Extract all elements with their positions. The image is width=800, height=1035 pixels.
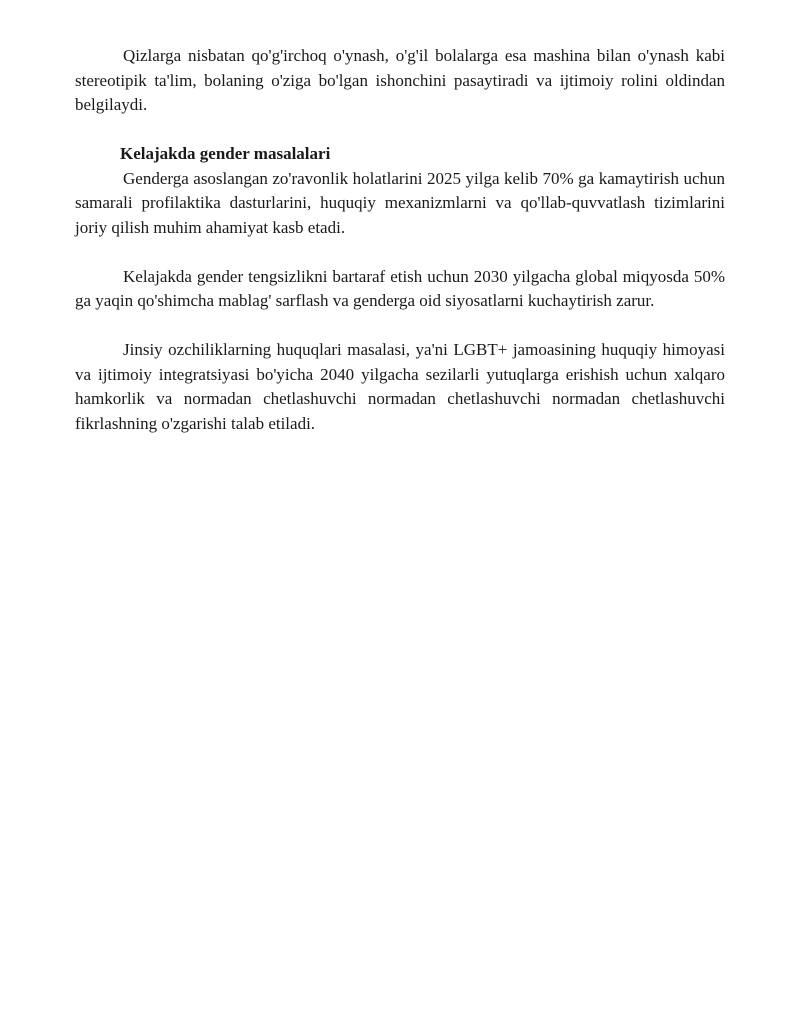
- section-heading: Kelajakda gender masalalari: [120, 144, 331, 163]
- paragraph-violence: Genderga asoslangan zo'ravonlik holatlarini 2025 yilga kelib 70% ga kamaytirish uchun samarali profilaktika dasturlarini, huquqiy mexanizmlarni va qo'llab-quvvatlash tizimlarini joriy qilish muhim ahamiyat kasb etadi.: [75, 168, 725, 237]
- paragraph-spacer: [75, 240, 725, 265]
- paragraph-minorities: Jinsiy ozchiliklarning huquqlari masalasi, ya'ni LGBT+ jamoasining huquqiy himoyasi va ijtimoiy integratsiyasi bo'yicha 2040 yilgacha sezilarli yutuqlarga erishish uchun xalqaro hamkorlik va normadan chetlashuvchi normadan chetlashuvchi normadan chetlashuvchi fikrlashning o'zgarishi talab etiladi.: [75, 340, 725, 433]
- document-page: [75, 44, 725, 436]
- paragraph-spacer: [75, 314, 725, 339]
- paragraph-inequality: Kelajakda gender tengsizlikni bartaraf etish uchun 2030 yilgacha global miqyosda 50% ga yaqin qo'shimcha mablag' sarflash va genderga oid siyosatlarni kuchaytirish zarur.: [75, 266, 725, 310]
- paragraph-stereotypes: Qizlarga nisbatan qo'g'irchoq o'ynash, o'g'il bolalarga esa mashina bilan o'ynash kabi stereotipik ta'lim, bolaning o'ziga bo'lgan ishonchini pasaytiradi va ijtimoiy rolini oldindan belgilaydi.: [75, 46, 725, 114]
- paragraph-spacer: [75, 118, 725, 143]
